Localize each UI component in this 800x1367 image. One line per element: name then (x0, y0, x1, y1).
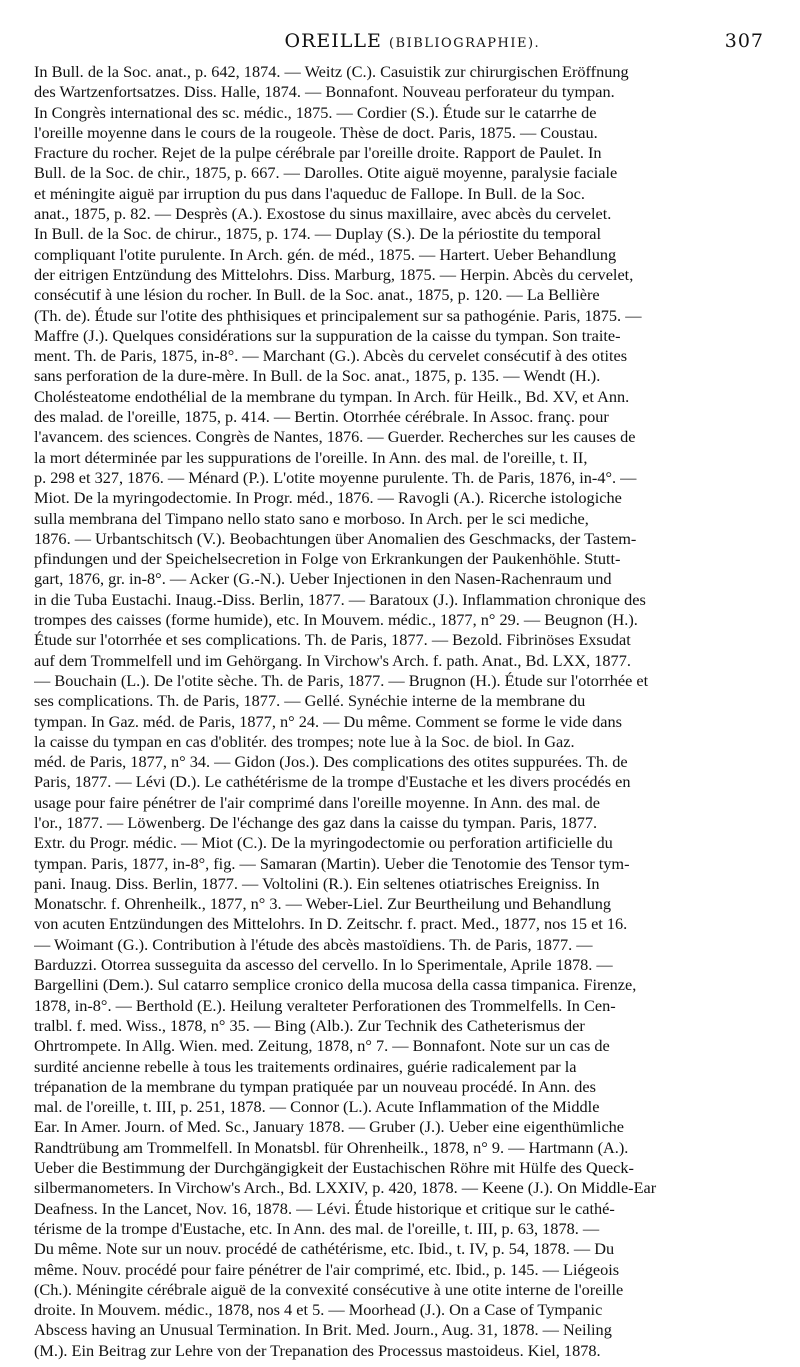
text-line: l'or., 1877. — Löwenberg. De l'échange des gaz dans la caisse du tympan. Paris, 1877. (34, 812, 598, 832)
text-line: Fracture du rocher. Rejet de la pulpe cérébrale par l'oreille droite. Rapport de Paulet. In (34, 143, 602, 163)
text-line: Étude sur l'otorrhée et ses complications. Th. de Paris, 1877. — Bezold. Fibrinöses Exsudat (34, 630, 631, 650)
text-line: (Th. de). Étude sur l'otite des phthisiques et principalement sur sa pathogénie. Paris, 1875. — (34, 305, 642, 325)
text-line: Ohrtrompete. In Allg. Wien. med. Zeitung, 1878, n° 7. — Bonnafont. Note sur un cas de (34, 1036, 610, 1056)
text-line: la mort déterminée par les suppurations de l'oreille. In Ann. des mal. de l'oreille, t. II, (34, 447, 588, 467)
text-line: — Woimant (G.). Contribution à l'étude des abcès mastoïdiens. Th. de Paris, 1877. — (34, 934, 593, 954)
header-subtitle: (BIBLIOGRAPHIE). (388, 36, 541, 51)
text-line: Monatschr. f. Ohrenheilk., 1877, n° 3. — Weber-Liel. Zur Beurtheilung und Behandlung (34, 894, 612, 914)
text-line: — Bouchain (L.). De l'otite sèche. Th. de Paris, 1877. — Brugnon (H.). Étude sur l'otorrhée et (34, 670, 649, 690)
text-line: Ear. In Amer. Journ. of Med. Sc., January 1878. — Gruber (J.). Ueber eine eigenthümliche (34, 1117, 625, 1137)
text-line: trompes des caisses (forme humide), etc. In Mouvem. médic., 1877, n° 29. — Beugnon (H.). (34, 610, 638, 630)
text-line: gart, 1876, gr. in-8°. — Acker (G.-N.). Ueber Injectionen in den Nasen-Rachenraum und (34, 569, 612, 589)
text-line: ses complications. Th. de Paris, 1877. — Gellé. Synéchie interne de la membrane du (34, 691, 586, 711)
text-line: consécutif à une lésion du rocher. In Bull. de la Soc. anat., 1875, p. 120. — La Bellière (34, 285, 600, 305)
text-line: Cholésteatome endothélial de la membrane du tympan. In Arch. für Heilk., Bd. XV, et Ann. (34, 386, 630, 406)
text-line: pfindungen und der Speichelsecretion in Folge von Erkrankungen der Paukenhöhle. Stutt- (34, 549, 621, 569)
text-line: Miot. De la myringodectomie. In Progr. méd., 1876. — Ravogli (A.). Ricerche istologiche (34, 488, 622, 508)
text-line: des Wartzenfortsatzes. Diss. Halle, 1874. — Bonnafont. Nouveau perforateur du tympan. (34, 82, 615, 102)
text-line: térisme de la trompe d'Eustache, etc. In Ann. des mal. de l'oreille, t. III, p. 63, 1878. — (34, 1218, 600, 1238)
text-line: auf dem Trommelfell und im Gehörgang. In Virchow's Arch. f. path. Anat., Bd. LXX, 1877. (34, 650, 631, 670)
text-line: tympan. In Gaz. méd. de Paris, 1877, n° 24. — Du même. Comment se forme le vide dans (34, 711, 622, 731)
text-line: Maffre (J.). Quelques considérations sur la suppuration de la caisse du tympan. Son traite- (34, 325, 621, 345)
text-line: 1878, in-8°. — Berthold (E.). Heilung veralteter Perforationen des Trommelfells. In Cen- (34, 995, 616, 1015)
text-line: sulla membrana del Timpano nello stato sano e morboso. In Arch. per le sci mediche, (34, 508, 589, 528)
text-line: tympan. Paris, 1877, in-8°, fig. — Samaran (Martin). Ueber die Tenotomie des Tensor tym- (34, 853, 630, 873)
header-title: OREILLE (284, 30, 382, 52)
text-line: Deafness. In the Lancet, Nov. 16, 1878. — Lévi. Étude historique et critique sur le cathé- (34, 1198, 615, 1218)
text-line: surdité ancienne rebelle à tous les traitements ordinaires, guérie radicalement par la (34, 1056, 577, 1076)
text-line: sans perforation de la dure-mère. In Bull. de la Soc. anat., 1875, p. 135. — Wendt (H.). (34, 366, 601, 386)
text-line: et méningite aiguë par irruption du pus dans l'aqueduc de Fallope. In Bull. de la Soc. (34, 183, 585, 203)
text-line: Extr. du Progr. médic. — Miot (C.). De la myringodectomie ou perforation artificielle du (34, 833, 613, 853)
text-line: (M.). Ein Beitrag zur Lehre von der Trepanation des Processus mastoideus. Kiel, 1878. (34, 1340, 601, 1360)
text-line: pani. Inaug. Diss. Berlin, 1877. — Voltolini (R.). Ein seltenes otiatrisches Ereigniss. In (34, 873, 600, 893)
running-header (34, 30, 764, 52)
running-title (100, 30, 725, 52)
text-line: p. 298 et 327, 1876. — Ménard (P.). L'otite moyenne purulente. Th. de Paris, 1876, in-4°. — (34, 467, 637, 487)
text-line: tralbl. f. med. Wiss., 1878, n° 35. — Bing (Alb.). Zur Technik des Catheterismus der (34, 1015, 585, 1035)
text-line: compliquant l'otite purulente. In Arch. gén. de méd., 1875. — Hartert. Ueber Behandlung (34, 244, 617, 264)
text-line: In Bull. de la Soc. de chirur., 1875, p. 174. — Duplay (S.). De la périostite du temporal (34, 224, 602, 244)
text-line: in die Tuba Eustachi. Inaug.-Diss. Berlin, 1877. — Baratoux (J.). Inflammation chronique des (34, 589, 646, 609)
text-line: Paris, 1877. — Lévi (D.). Le cathétérisme de la trompe d'Eustache et les divers procédés en (34, 772, 631, 792)
text-line: l'oreille moyenne dans le cours de la rougeole. Thèse de doct. Paris, 1875. — Coustau. (34, 122, 598, 142)
text-line: (Ch.). Méningite cérébrale aiguë de la convexité consécutive à une otite interne de l'oreille (34, 1279, 624, 1299)
text-line: Bargellini (Dem.). Sul catarro semplice cronico della mucosa della cassa timpanica. Firenze, (34, 975, 637, 995)
text-line: usage pour faire pénétrer de l'air comprimé dans l'oreille moyenne. In Ann. des mal. de (34, 792, 601, 812)
text-line: la caisse du tympan en cas d'oblitér. des trompes; note lue à la Soc. de biol. In Gaz. (34, 731, 575, 751)
text-line: ment. Th. de Paris, 1875, in-8°. — Marchant (G.). Abcès du cervelet consécutif à des otites (34, 346, 628, 366)
text-line: même. Nouv. procédé pour faire pénétrer de l'air comprimé, etc. Ibid., p. 145. — Liégeois (34, 1259, 620, 1279)
text-line: der eitrigen Entzündung des Mittelohrs. Diss. Marburg, 1875. — Herpin. Abcès du cervelet, (34, 264, 634, 284)
text-line: Du même. Note sur un nouv. procédé de cathétérisme, etc. Ibid., t. IV, p. 54, 1878. — Du (34, 1239, 615, 1259)
text-line: silbermanometers. In Virchow's Arch., Bd. LXXIV, p. 420, 1878. — Keene (J.). On Middle-Ear (34, 1178, 657, 1198)
text-line: Barduzzi. Otorrea susseguita da ascesso del cervello. In lo Sperimentale, Aprile 1878. — (34, 955, 613, 975)
text-line: trépanation de la membrane du tympan pratiquée par un nouveau procédé. In Ann. des (34, 1076, 596, 1096)
text-line: droite. In Mouvem. médic., 1878, nos 4 et 5. — Moorhead (J.). On a Case of Tympanic (34, 1300, 603, 1320)
text-line: mal. de l'oreille, t. III, p. 251, 1878. — Connor (L.). Acute Inflammation of the Middle (34, 1097, 600, 1117)
text-line: l'avancem. des sciences. Congrès de Nantes, 1876. — Guerder. Recherches sur les causes de (34, 427, 636, 447)
text-line: Abscess having an Unusual Termination. In Brit. Med. Journ., Aug. 31, 1878. — Neiling (34, 1320, 612, 1340)
text-line: des malad. de l'oreille, 1875, p. 414. — Bertin. Otorrhée cérébrale. In Assoc. franç. pour (34, 407, 609, 427)
text-line: In Congrès international des sc. médic., 1875. — Cordier (S.). Étude sur le catarrhe de (34, 102, 597, 122)
text-line: Ueber die Bestimmung der Durchgängigkeit der Eustachischen Röhre mit Hülfe des Queck- (34, 1158, 634, 1178)
bibliography-text (34, 62, 764, 1361)
page-number: 307 (724, 30, 764, 52)
text-line: von acuten Entzündungen des Mittelohrs. In D. Zeitschr. f. pract. Med., 1877, nos 15 et 16. (34, 914, 628, 934)
text-line: anat., 1875, p. 82. — Desprès (A.). Exostose du sinus maxillaire, avec abcès du cervelet. (34, 204, 612, 224)
text-line: Randtrübung am Trommelfell. In Monatsbl. für Ohrenheilk., 1878, n° 9. — Hartmann (A.). (34, 1137, 629, 1157)
text-line: Bull. de la Soc. de chir., 1875, p. 667. — Darolles. Otite aiguë moyenne, paralysie faciale (34, 163, 618, 183)
text-line: méd. de Paris, 1877, n° 34. — Gidon (Jos.). Des complications des otites suppurées. Th. de (34, 752, 628, 772)
text-line: 1876. — Urbantschitsch (V.). Beobachtungen über Anomalien des Geschmacks, der Tastem- (34, 528, 637, 548)
text-line: In Bull. de la Soc. anat., p. 642, 1874. — Weitz (C.). Casuistik zur chirurgischen Eröffnung (34, 62, 629, 81)
